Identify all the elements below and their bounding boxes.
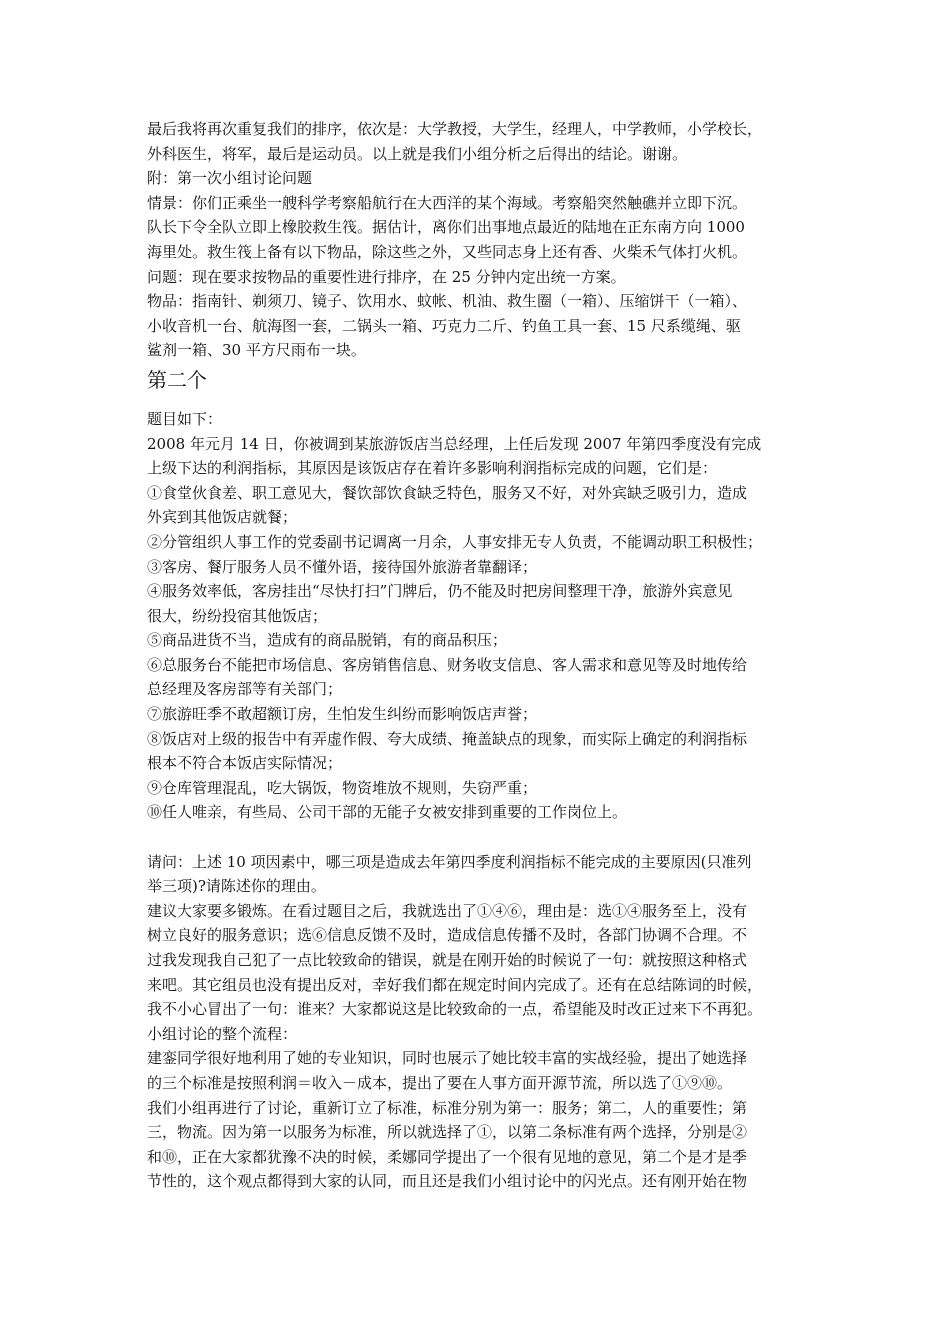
section-3: [147, 850, 811, 1194]
paragraph-line: 三，物流。因为第一以服务为标准，所以就选择了①，以第二条标准有两个选择，分别是②: [147, 1123, 748, 1142]
paragraph-line: ⑦旅游旺季不敢超额订房，生怕发生纠纷而影响饭店声誉；: [147, 705, 538, 724]
paragraph-line: 小组讨论的整个流程：: [147, 1024, 298, 1043]
paragraph-line: 过我发现我自己犯了一点比较致命的错误，就是在刚开始的时候说了一句：就按照这种格式: [147, 951, 748, 969]
paragraph-line: 题目如下：: [147, 409, 223, 428]
paragraph-line: ⑤商品进货不当，造成有的商品脱销，有的商品积压；: [147, 631, 508, 650]
paragraph-line: 小收音机一台、航海图一套，二锅头一箱、巧克力二斤、钓鱼工具一套、15 尺系缆绳、驱: [147, 316, 741, 335]
paragraph-line: ⑨仓库管理混乱，吃大锅饭，物资堆放不规则，失窃严重；: [147, 778, 538, 797]
paragraph-line: 请问：上述 10 项因素中，哪三项是造成去年第四季度利润指标不能完成的主要原因(只准列: [147, 852, 752, 871]
paragraph-line: ②分管组织人事工作的党委副书记调离一月余，人事安排无专人负责，不能调动职工积极性；: [147, 532, 763, 551]
paragraph-line: 举三项)?请陈述你的理由。: [147, 877, 326, 896]
section-2: [147, 407, 811, 825]
paragraph-line: 附：第一次小组讨论问题: [147, 169, 313, 188]
paragraph-line: 很大，纷纷投宿其他饭店；: [147, 606, 328, 625]
paragraph-line: 根本不符合本饭店实际情况；: [147, 754, 343, 773]
paragraph-line: 建议大家要多锻炼。在看过题目之后，我就选出了①④⑥，理由是：选①④服务至上，没有: [147, 901, 748, 920]
paragraph-line: 队长下令全队立即上橡胶救生筏。据估计，离你们出事地点最近的陆地在正东南方向 1000: [147, 218, 745, 237]
paragraph-line: 上级下达的利润指标，其原因是该饭店存在着许多影响利润指标完成的问题，它们是：: [147, 459, 718, 478]
section-heading: 第二个: [147, 367, 207, 392]
paragraph-line: 2008 年元月 14 日，你被调到某旅游饭店当总经理，上任后发现 2007 年第四季度没有完成: [147, 434, 762, 453]
document-page: [147, 117, 811, 1194]
paragraph-line: 来吧。其它组员也没有提出反对，幸好我们都在规定时间内完成了。还有在总结陈词的时候，: [147, 975, 763, 994]
paragraph-line: ③客房、餐厅服务人员不懂外语，接待国外旅游者靠翻译；: [147, 557, 538, 576]
paragraph-line: 的三个标准是按照利润＝收入－成本，提出了要在人事方面开源节流，所以选了①⑨⑩。: [147, 1073, 733, 1092]
paragraph-line: ⑥总服务台不能把市场信息、客房销售信息、财务收支信息、客人需求和意见等及时地传给: [147, 655, 748, 674]
paragraph-line: ⑩任人唯亲，有些局、公司干部的无能子女被安排到重要的工作岗位上。: [147, 803, 628, 822]
paragraph-line: 问题：现在要求按物品的重要性进行排序，在 25 分钟内定出统一方案。: [147, 267, 626, 286]
paragraph-line: 我不小心冒出了一句：谁来？大家都说这是比较致命的一点，希望能及时改正过来下不再犯。: [147, 1000, 763, 1019]
paragraph-line: 物品：指南针、剃须刀、镜子、饮用水、蚊帐、机油、救生圈（一箱）、压缩饼干（一箱）、: [147, 292, 748, 311]
paragraph-line: 情景：你们正乘坐一艘科学考察船航行在大西洋的某个海域。考察船突然触礁并立即下沉。: [147, 193, 748, 212]
paragraph-line: 节性的，这个观点都得到大家的认同，而且还是我们小组讨论中的闪光点。还有刚开始在物: [147, 1172, 748, 1191]
paragraph-line: 外宾到其他饭店就餐；: [147, 508, 298, 527]
paragraph-line: 树立良好的服务意识；选⑥信息反馈不及时，造成信息传播不及时，各部门协调不合理。不: [147, 926, 748, 945]
paragraph-line: 海里处。救生筏上备有以下物品，除这些之外，又些同志身上还有香、火柴禾气体打火机。: [147, 242, 748, 261]
paragraph-line: 外科医生，将军，最后是运动员。以上就是我们小组分析之后得出的结论。谢谢。: [147, 144, 688, 163]
paragraph-line: ⑧饭店对上级的报告中有弄虚作假、夸大成绩、掩盖缺点的现象，而实际上确定的利润指标: [147, 729, 748, 748]
paragraph-line: ④服务效率低，客房挂出“尽快打扫”门牌后，仍不能及时把房间整理干净，旅游外宾意见: [147, 582, 733, 601]
paragraph-line: ①食堂伙食差、职工意见大，餐饮部饮食缺乏特色，服务又不好，对外宾缺乏吸引力，造成: [147, 483, 748, 502]
paragraph-line: 和⑩，正在大家都犹豫不决的时候，柔娜同学提出了一个很有见地的意见，第二个是才是季: [147, 1147, 748, 1166]
paragraph-line: 我们小组再进行了讨论，重新订立了标准，标准分别为第一：服务；第二，人的重要性；第: [147, 1098, 748, 1117]
section-1: [147, 117, 811, 363]
paragraph-line: 建銮同学很好地利用了她的专业知识，同时也展示了她比较丰富的实战经验，提出了她选择: [147, 1049, 748, 1068]
blank-line: [147, 825, 811, 850]
paragraph-line: 最后我将再次重复我们的排序，依次是：大学教授，大学生，经理人，中学教师，小学校长，: [147, 120, 763, 138]
paragraph-line: 鲨剂一箱、30 平方尺雨布一块。: [147, 341, 366, 360]
paragraph-line: 总经理及客房部等有关部门；: [147, 680, 343, 699]
